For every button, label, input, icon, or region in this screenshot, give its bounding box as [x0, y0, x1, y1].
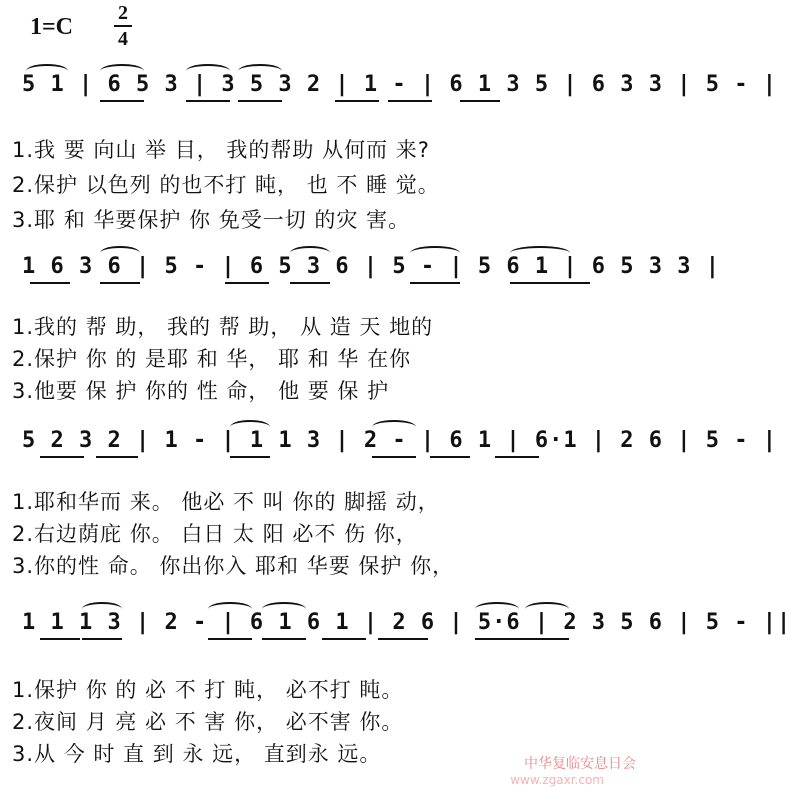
slur [525, 602, 569, 616]
beam [100, 100, 144, 102]
beam [475, 638, 569, 640]
notation-row-4: 1 1 1 3 | 2 - | 6 1 6 1 | 2 6 | 5·6 | 2 3 5 6 | 5 - || [22, 610, 791, 635]
beam [335, 100, 379, 102]
meter-bar [114, 25, 132, 27]
lyric-line: 3.你的性 命。 你出你入 耶和 华要 保护 你， [12, 554, 455, 578]
watermark-text: 中华复临安息日会 [524, 756, 636, 772]
slur [100, 246, 140, 260]
slur [510, 246, 570, 260]
key-signature: 1=C [30, 14, 74, 40]
beam [100, 282, 140, 284]
beam [410, 282, 460, 284]
lyric-line: 1.我的 帮 助， 我的 帮 助， 从 造 天 地的 [12, 315, 434, 339]
beam [208, 638, 252, 640]
notation-row-2: 1 6 3 6 | 5 - | 6 5 3 6 | 5 - | 5 6 1 | 6 5 3 3 | [22, 254, 721, 279]
beam [262, 638, 306, 640]
lyric-line: 3.他要 保 护 你的 性 命， 他 要 保 护 [12, 379, 390, 403]
slur [230, 420, 270, 434]
lyric-line: 1.保护 你 的 必 不 打 盹， 必不打 盹。 [12, 678, 404, 702]
beam [230, 456, 270, 458]
watermark-url: www.zgaxr.com [510, 773, 604, 787]
slur [82, 602, 122, 616]
lyric-line: 2.右边荫庇 你。 白日 太 阳 必不 伤 你， [12, 522, 418, 546]
beam [290, 282, 330, 284]
lyric-line: 2.保护 以色列 的也不打 盹， 也 不 睡 觉。 [12, 173, 440, 197]
beam [238, 100, 282, 102]
beam [378, 638, 428, 640]
lyric-line: 2.保护 你 的 是耶 和 华， 耶 和 华 在你 [12, 347, 412, 371]
beam [40, 456, 84, 458]
notation-row-3: 5 2 3 2 | 1 - | 1 1 3 | 2 - | 6 1 | 6·1 | 2 6 | 5 - | [22, 428, 777, 453]
beam [430, 456, 470, 458]
meter-top: 2 [118, 2, 128, 24]
lyric-line: 1.我 要 向山 举 目， 我的帮助 从何而 来? [12, 138, 430, 162]
beam [82, 638, 122, 640]
beam [225, 282, 269, 284]
lyric-line: 2.夜间 月 亮 必 不 害 你， 必不害 你。 [12, 710, 404, 734]
slur [26, 64, 68, 78]
beam [96, 456, 138, 458]
slur [186, 64, 230, 78]
beam [388, 100, 432, 102]
beam [186, 100, 230, 102]
lyric-line: 3.从 今 时 直 到 永 远， 直到永 远。 [12, 742, 382, 766]
slur [208, 602, 252, 616]
lyric-line: 3.耶 和 华要保护 你 免受一切 的灾 害。 [12, 208, 411, 232]
slur [262, 602, 306, 616]
slur [100, 64, 144, 78]
beam [322, 638, 366, 640]
beam [40, 638, 80, 640]
slur [290, 246, 330, 260]
beam [495, 456, 539, 458]
notation-row-1: 5 1 | 6 5 3 | 3 5 3 2 | 1 - | 6 1 3 5 | 6 3 3 | 5 - | [22, 72, 777, 97]
lyric-line: 1.耶和华而 来。 他必 不 叫 你的 脚摇 动， [12, 490, 440, 514]
time-signature [112, 2, 134, 50]
slur [475, 602, 519, 616]
slur [372, 420, 416, 434]
beam [30, 282, 70, 284]
slur [238, 64, 282, 78]
beam [460, 100, 500, 102]
slur [410, 246, 460, 260]
meter-bottom: 4 [118, 28, 128, 50]
beam [510, 282, 590, 284]
beam [372, 456, 416, 458]
